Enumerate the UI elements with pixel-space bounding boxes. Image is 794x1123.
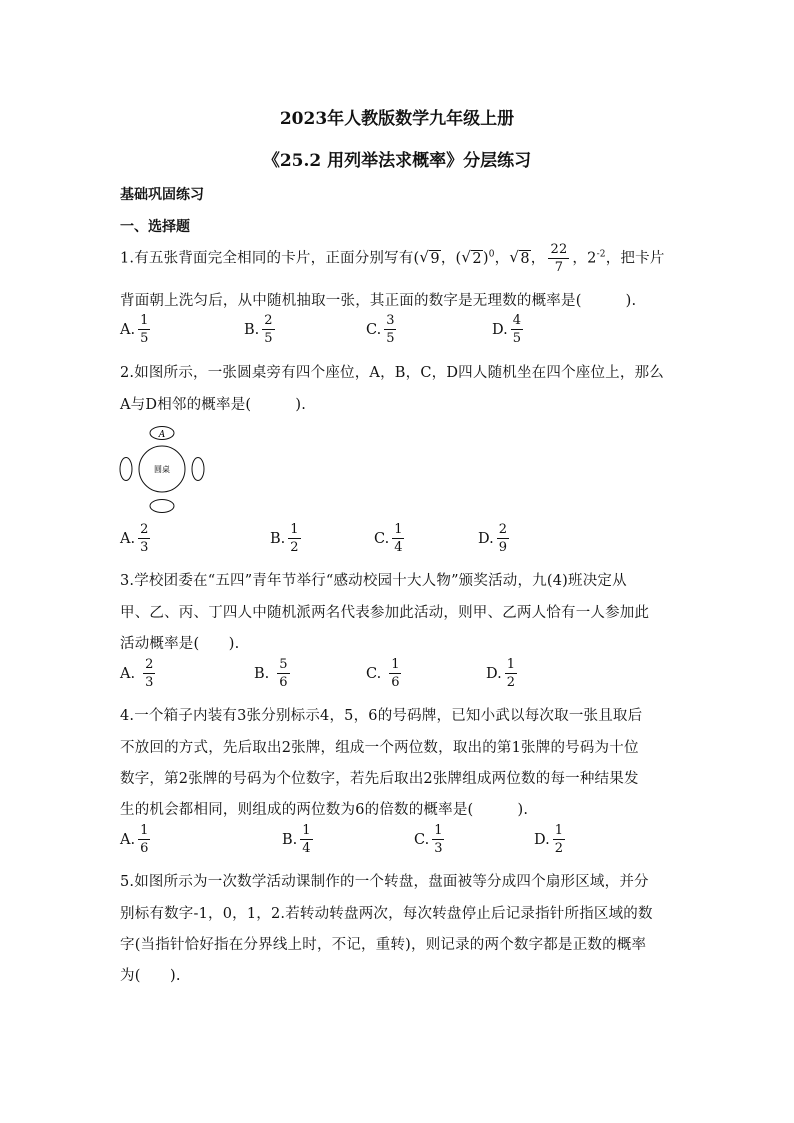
document-title: 2023年人教版数学九年级上册	[279, 109, 515, 129]
question-4-line-4: 生的机会都相同，则组成的两位数为6的倍数的概率是( ).	[120, 802, 529, 818]
option-d[interactable]: D. $\frac{1}{2}$	[534, 823, 563, 856]
option-b[interactable]: B. $\frac{2}{5}$	[244, 313, 273, 346]
seat-left	[120, 458, 132, 481]
question-1-line-2: 背面朝上洗匀后，从中随机抽取一张，其正面的数字是无理数的概率是( ).	[120, 293, 637, 309]
question-3-line-1: 3.学校团委在“五四”青年节举行“感动校园十大人物”颁奖活动，九(4)班决定从	[120, 573, 627, 589]
option-d[interactable]: D. $\frac{2}{9}$	[478, 522, 507, 555]
option-d[interactable]: D. $\frac{4}{5}$	[492, 313, 521, 346]
option-a[interactable]: A. $\frac{2}{3}$	[120, 522, 149, 555]
question-4-line-1: 4.一个箱子内装有3张分别标示4，5，6的号码牌，已知小武以每次取一张且取后	[120, 708, 643, 724]
option-c[interactable]: C. $\frac{1}{4}$	[374, 522, 403, 555]
seat-label-a: A	[158, 430, 166, 440]
question-5-line-2: 别标有数字-1，0，1，2.若转动转盘两次，每次转盘停止后记录指针所指区域的数	[120, 906, 653, 922]
option-b[interactable]: B. $\frac{5}{6}$	[254, 657, 288, 690]
section-heading-basic: 基础巩固练习	[120, 187, 204, 203]
option-a[interactable]: A. $\frac{1}{6}$	[120, 823, 149, 856]
question-5-line-1: 5.如图所示为一次数学活动课制作的一个转盘，盘面被等分成四个扇形区域，并分	[120, 874, 649, 890]
option-b[interactable]: B. $\frac{1}{4}$	[282, 823, 311, 856]
question-5-line-4: 为( ).	[120, 968, 181, 984]
sqrt-9: √ 9	[429, 250, 440, 267]
question-2-line-2: A与D相邻的概率是( ).	[120, 397, 307, 413]
option-a[interactable]: A. $\frac{2}{3}$	[120, 657, 154, 690]
option-c[interactable]: C. $\frac{1}{3}$	[414, 823, 443, 856]
question-3-line-3: 活动概率是( ).	[120, 636, 240, 652]
question-3-line-2: 甲、乙、丙、丁四人中随机派两名代表参加此活动，则甲、乙两人恰有一人参加此	[120, 605, 650, 621]
question-5-line-3: 字(当指针恰好指在分界线上时，不记，重转)，则记录的两个数字都是正数的概率	[120, 937, 647, 953]
seat-right	[192, 458, 204, 481]
sqrt-2: √ 2	[471, 250, 482, 267]
option-a[interactable]: A. $\frac{1}{5}$	[120, 313, 149, 346]
option-b[interactable]: B. $\frac{1}{2}$	[270, 522, 299, 555]
table-label: 圆桌	[154, 465, 170, 474]
question-1-line-1: 1.有五张背面完全相同的卡片，正面分别写有(√ 9，(√ 2)$^0$，√ 8， $\frac{22}{7}$ ，$2^{-2}$，把卡片	[120, 243, 665, 274]
round-table-diagram	[116, 423, 208, 515]
question-4-line-3: 数字，第2张牌的号码为个位数字，若先后取出2张牌组成两位数的每一种结果发	[120, 771, 639, 787]
option-c[interactable]: C. $\frac{3}{5}$	[366, 313, 395, 346]
document-subtitle: 《25.2 用列举法求概率》分层练习	[262, 151, 532, 171]
fraction-22-7: $\frac{22}{7}$	[550, 242, 568, 275]
option-d[interactable]: D. $\frac{1}{2}$	[486, 657, 515, 690]
section-heading-choice: 一、选择题	[120, 219, 190, 235]
question-4-line-2: 不放回的方式，先后取出2张牌，组成一个两位数，取出的第1张牌的号码为十位	[120, 740, 639, 756]
seat-bottom	[150, 500, 174, 513]
question-2-line-1: 2.如图所示，一张圆桌旁有四个座位，A，B，C，D四人随机坐在四个座位上，那么	[120, 365, 664, 381]
option-c[interactable]: C. $\frac{1}{6}$	[366, 657, 400, 690]
sqrt-8: √ 8	[519, 250, 530, 267]
